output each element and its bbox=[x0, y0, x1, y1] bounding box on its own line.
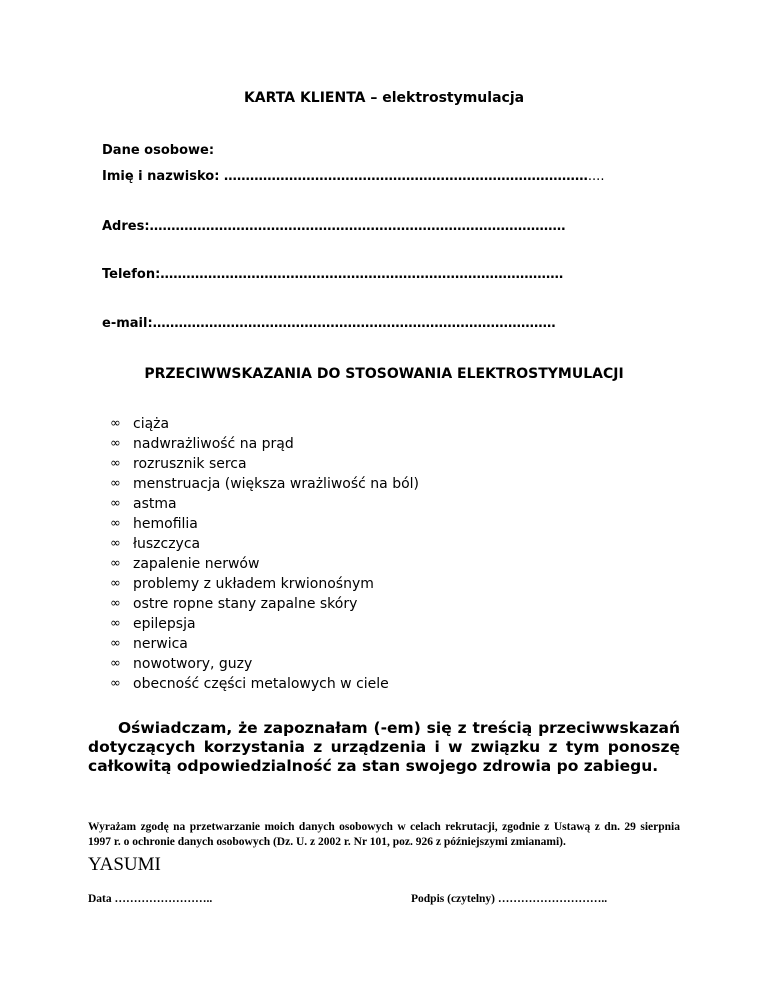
email-dots: ………………………………………………………………………………… bbox=[152, 316, 556, 331]
list-item-text: menstruacja (większa wrażliwość na ból) bbox=[133, 476, 420, 492]
infinity-bullet-icon: ∞ bbox=[110, 636, 121, 651]
list-item-text: rozrusznik serca bbox=[133, 456, 247, 472]
list-item-text: ciąża bbox=[133, 416, 170, 432]
email-label: e-mail: bbox=[102, 316, 153, 331]
list-item-text: nowotwory, guzy bbox=[133, 656, 253, 672]
infinity-bullet-icon: ∞ bbox=[110, 476, 121, 491]
infinity-bullet-icon: ∞ bbox=[110, 436, 121, 451]
list-item-text: obecność części metalowych w ciele bbox=[133, 676, 389, 692]
contraindications-heading: PRZECIWWSKAZANIA DO STOSOWANIA ELEKTROSTYMULACJI bbox=[144, 366, 624, 382]
list-item-text: ostre ropne stany zapalne skóry bbox=[133, 596, 358, 612]
list-item-text: astma bbox=[133, 496, 177, 512]
infinity-bullet-icon: ∞ bbox=[110, 676, 121, 691]
infinity-bullet-icon: ∞ bbox=[110, 496, 121, 511]
page-title: KARTA KLIENTA – elektrostymulacja bbox=[243, 90, 525, 106]
phone-field[interactable] bbox=[102, 267, 563, 282]
infinity-bullet-icon: ∞ bbox=[110, 656, 121, 671]
brand-name: YASUMI bbox=[88, 854, 161, 875]
signature-field[interactable]: Podpis (czytelny) ……………………….. bbox=[411, 893, 608, 905]
name-dots-tail: .... bbox=[587, 169, 605, 184]
list-item-text: epilepsja bbox=[133, 616, 196, 632]
date-field[interactable]: Data …………………….. bbox=[88, 893, 213, 905]
infinity-bullet-icon: ∞ bbox=[110, 556, 121, 571]
infinity-bullet-icon: ∞ bbox=[110, 576, 121, 591]
list-item-text: nerwica bbox=[133, 636, 188, 652]
infinity-bullet-icon: ∞ bbox=[110, 516, 121, 531]
infinity-bullet-icon: ∞ bbox=[110, 536, 121, 551]
personal-data-heading: Dane osobowe: bbox=[102, 143, 215, 158]
email-field[interactable] bbox=[102, 316, 556, 331]
declaration-text: Oświadczam, że zapoznałam (-em) się z treścią przeciwwskazań dotyczących korzystania z urządzenia i w związku z tym ponoszę całkowitą odpowiedzialność za stan swojego zdrowia po zabiegu. bbox=[88, 719, 680, 775]
address-field[interactable] bbox=[102, 219, 566, 234]
infinity-bullet-icon: ∞ bbox=[110, 596, 121, 611]
address-dots: …………………………………………………………………………………… bbox=[149, 219, 566, 234]
address-label: Adres: bbox=[102, 219, 150, 234]
list-item-text: zapalenie nerwów bbox=[133, 556, 260, 572]
name-dots: ………………………………………………………………………… bbox=[223, 169, 588, 184]
infinity-bullet-icon: ∞ bbox=[110, 456, 121, 471]
list-item-text: hemofilia bbox=[133, 516, 198, 532]
phone-label: Telefon: bbox=[102, 267, 161, 282]
name-label: Imię i nazwisko: bbox=[102, 169, 224, 184]
list-item-text: nadwrażliwość na prąd bbox=[133, 436, 294, 452]
list-item-text: problemy z układem krwionośnym bbox=[133, 576, 374, 592]
list-item-text: łuszczyca bbox=[133, 536, 201, 552]
phone-dots: ………………………………………………………………………………… bbox=[160, 267, 564, 282]
infinity-bullet-icon: ∞ bbox=[110, 416, 121, 431]
infinity-bullet-icon: ∞ bbox=[110, 616, 121, 631]
consent-text: Wyrażam zgodę na przetwarzanie moich danych osobowych w celach rekrutacji, zgodnie z Ustawą z dn. 29 sierpnia 1997 r. o ochronie danych osobowych (Dz. U. z 2002 r. Nr 101, poz. 926 z późniejszymi zmianami). bbox=[88, 821, 680, 848]
name-field[interactable] bbox=[102, 169, 604, 184]
